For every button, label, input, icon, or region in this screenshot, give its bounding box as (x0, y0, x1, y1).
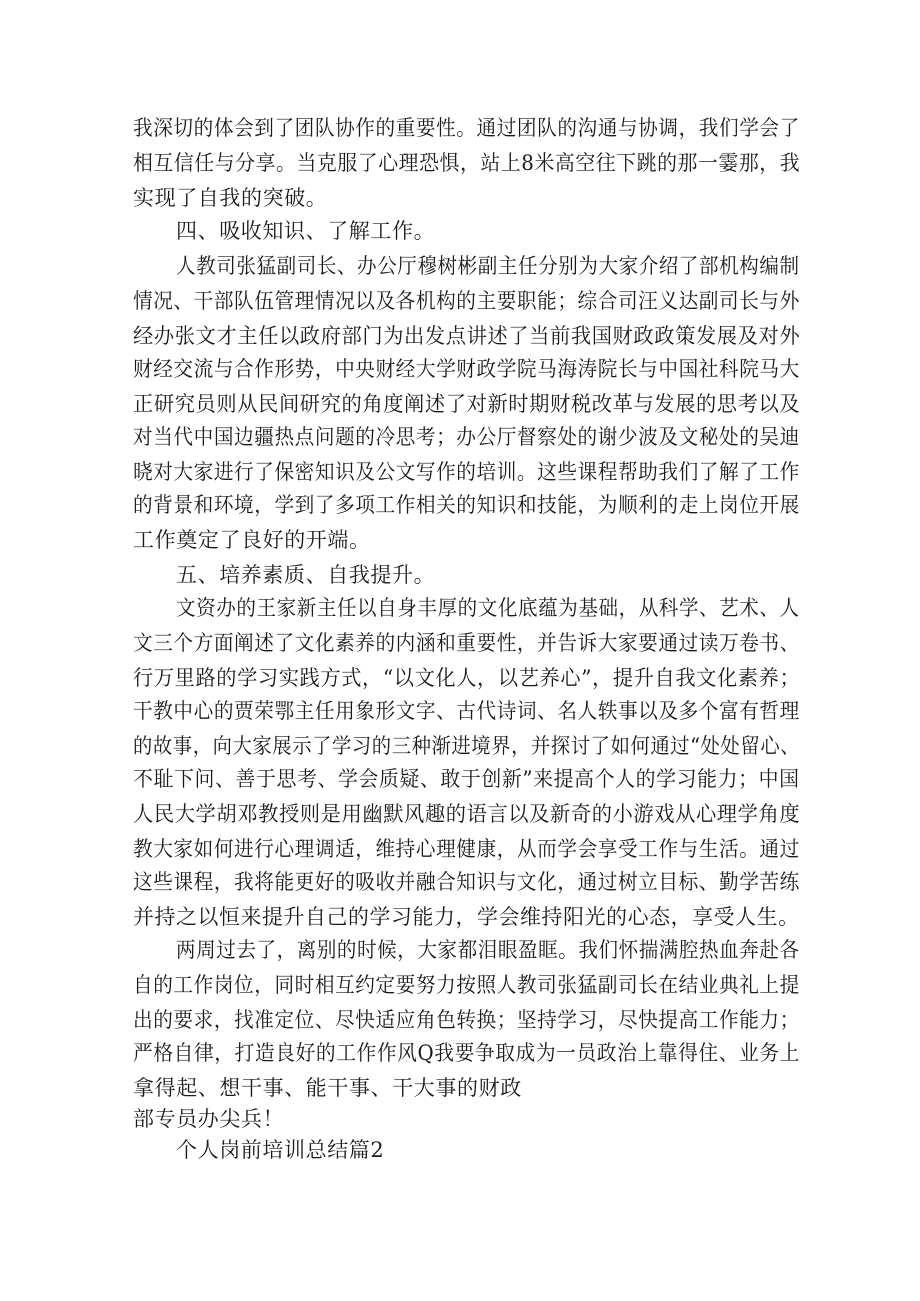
text-line: 经办张文才主任以政府部门为出发点讲述了当前我国财政政策发展及对外 (133, 324, 801, 348)
text-line: 部专员办尖兵！ (133, 1107, 285, 1131)
text-line: 并持之以恒来提升自己的学习能力，学会维持阳光的心态，享受人生。 (133, 905, 800, 929)
text-line: 人教司张猛副司长、办公厅穆树彬副主任分别为大家介绍了部机构编制 (176, 254, 800, 278)
text-line: 晓对大家进行了保密知识及公文写作的培训。这些课程帮助我们了解了工作 (133, 460, 800, 484)
section-heading: 四、吸收知识、了解工作。 (176, 219, 436, 243)
text-line: 文资办的王家新主任以自身丰厚的文化底蕴为基础，从科学、艺术、人 (176, 596, 800, 620)
section-heading: 五、培养素质、自我提升。 (176, 563, 436, 587)
text-line: 行万里路的学习实践方式，“以文化人，以艺养心”，提升自我文化素养； (133, 666, 801, 690)
text-line: 严格自律，打造良好的工作作风Q我要争取成为一员政治上靠得住、业务上 (133, 1041, 801, 1065)
text-line: 拿得起、想干事、能干事、干大事的财政 (133, 1076, 522, 1100)
text-line: 我深切的体会到了团队协作的重要性。通过团队的沟通与协调，我们学会了 (133, 116, 800, 140)
text-line: 工作奠定了良好的开端。 (133, 528, 371, 552)
text-line: 文三个方面阐述了文化素养的内涵和重要性，并告诉大家要通过读万卷书、 (133, 631, 800, 655)
text-line: 两周过去了，离别的时候，大家都泪眼盈眶。我们怀揣满腔热血奔赴各 (176, 938, 800, 962)
text-line: 对当代中国边疆热点问题的冷思考；办公厅督察处的谢少波及文秘处的吴迪 (133, 425, 800, 449)
text-line: 教大家如何进行心理调适，维持心理健康，从而学会享受工作与生活。通过 (133, 837, 800, 861)
text-line: 相互信任与分享。当克服了心理恐惧，站上8米高空往下跳的那一霎那，我 (133, 151, 801, 175)
text-line: 的背景和环境，学到了多项工作相关的知识和技能，为顺利的走上岗位开展 (133, 493, 800, 517)
text-line: 实现了自我的突破。 (133, 186, 328, 210)
text-line: 人民大学胡邓教授则是用幽默风趣的语言以及新奇的小游戏从心理学角度 (133, 802, 801, 826)
text-line: 自的工作岗位，同时相互约定要努力按照人教司张猛副司长在结业典礼上提 (133, 973, 800, 997)
text-line: 干教中心的贾荣鄂主任用象形文字、古代诗词、名人轶事以及多个富有哲理 (133, 699, 800, 723)
text-line: 不耻下问、善于思考、学会质疑、敢于创新”来提高个人的学习能力；中国 (133, 767, 800, 791)
text-line: 的故事，向大家展示了学习的三种渐进境界，并探讨了如何通过“处处留心、 (133, 734, 801, 758)
text-line: 正研究员则从民间研究的角度阐述了对新时期财税改革与发展的思考以及 (133, 392, 801, 416)
text-line: 这些课程，我将能更好的吸收并融合知识与文化，通过树立目标、勤学苦练 (133, 870, 800, 894)
section-title: 个人岗前培训总结篇2 (176, 1138, 385, 1162)
text-line: 出的要求，找准定位、尽快适应角色转换；坚持学习，尽快提高工作能力； (133, 1008, 800, 1032)
text-line: 情况、干部队伍管理情况以及各机构的主要职能；综合司汪义达副司长与外 (133, 289, 800, 313)
text-line: 财经交流与合作形势，中央财经大学财政学院马海涛院长与中国社科院马大 (133, 357, 800, 381)
